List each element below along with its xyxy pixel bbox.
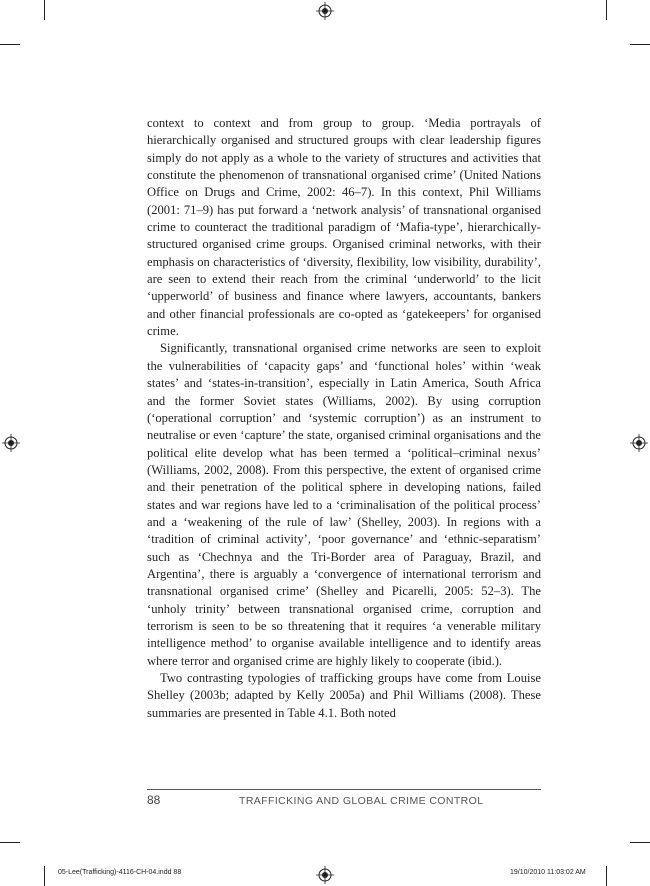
crop-mark-top-right-horizontal — [630, 44, 650, 45]
slug-file-info: 05-Lee(Trafficking)-4116-CH-04.indd 88 — [58, 869, 182, 876]
registration-mark-left-icon — [2, 434, 20, 452]
crop-mark-top-left-vertical — [44, 0, 45, 20]
crop-mark-top-left-horizontal — [0, 44, 20, 45]
registration-mark-right-icon — [630, 434, 648, 452]
slug-timestamp: 19/10/2010 11:03:02 AM — [510, 869, 586, 876]
crop-mark-bottom-right-vertical — [606, 866, 607, 886]
running-title: TRAFFICKING AND GLOBAL CRIME CONTROL — [239, 795, 484, 807]
paragraph-2: Significantly, transnational organised crime networks are seen to exploit the vulnerabilities of ‘capacity gaps’ and ‘functional holes’ within ‘weak states’ and ‘states-in-transition’, especially in Latin America, South Africa and the former Soviet states (Williams, 2002). By using corruption (‘operational corruption’ and ‘systemic corruption’) as an instrument to neutralise or even ‘capture’ the state, organised criminal organisations and the political elite develop what has been termed a ‘political–criminal nexus’ (Williams, 2002, 2008). From this perspective, the extent of organised crime and their penetration of the political sphere in developing nations, failed states and war regions have led to a ‘criminalisation of the political process’ and a ‘weakening of the rule of law’ (Shelley, 2003). In regions with a ‘tradition of criminal activity’, ‘poor governance’ and ‘ethnic-separatism’ such as ‘Chechnya and the Tri-Border area of Paraguay, Brazil, and Argentina’, there is arguably a ‘convergence of international terrorism and transnational organised crime’ (Shelley and Picarelli, 2005: 52–3). The ‘unholy trinity’ between transnational organised crime, corruption and terrorism is seen to be so threatening that it requires ‘a venerable military intelligence method’ to organise available intelligence and to identify areas where terror and organised crime are highly likely to cooperate (ibid.). — [147, 341, 541, 668]
crop-mark-bottom-left-horizontal — [0, 842, 20, 843]
paragraph-1: context to context and from group to group. ‘Media portrayals of hierarchically organised and structured groups with clear leadership figures simply do not apply as a whole to the variety of structures and activities that constitute the phenomenon of transnational organised crime’ (United Nations Office on Drugs and Crime, 2002: 46–7). In this context, Phil Williams (2001: 71–9) has put forward a ‘network analysis’ of transnational organised crime to counteract the traditional paradigm of ‘Mafia-type’, hierarchically-structured organised crime groups. Organised criminal networks, with their emphasis on characteristics of ‘diversity, flexibility, low visibility, durability’, are seen to extend their reach from the criminal ‘underworld’ to the licit ‘upperworld’ of business and finance where lawyers, accountants, bankers and other financial professionals are co-opted as ‘gatekeepers’ for organised crime. — [147, 116, 541, 339]
registration-mark-top-icon — [316, 2, 334, 20]
crop-mark-bottom-left-vertical — [44, 866, 45, 886]
paragraph-3: Two contrasting typologies of trafficking groups have come from Louise Shelley (2003b; adapted by Kelly 2005a) and Phil Williams (2008). These summaries are presented in Table 4.1. Both noted — [147, 671, 541, 720]
footer-rule — [147, 789, 541, 790]
registration-mark-bottom-icon — [316, 866, 334, 884]
page-number: 88 — [147, 793, 161, 807]
crop-mark-top-right-vertical — [606, 0, 607, 20]
body-text — [147, 115, 541, 722]
crop-mark-bottom-right-horizontal — [630, 842, 650, 843]
